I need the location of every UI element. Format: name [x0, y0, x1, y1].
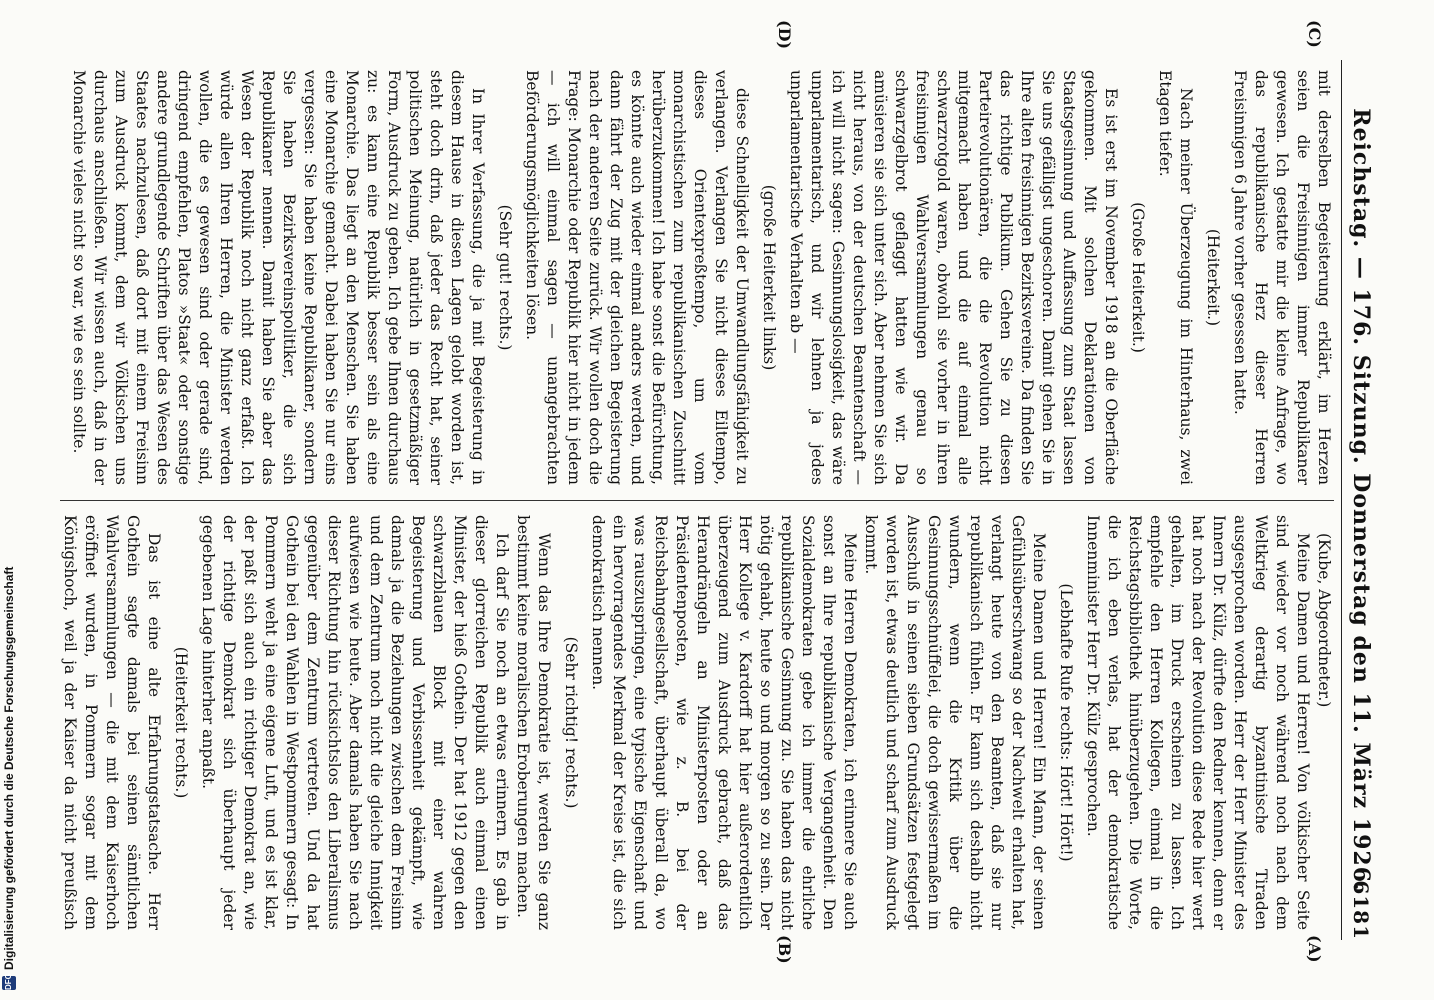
page-number: 6181 [1349, 880, 1373, 940]
interjection: (Sehr richtig! rechts.) [562, 636, 580, 809]
paragraph: mit derselben Begeisterung erklärt, im Herzen seien die Freisinnigen immer Republikaner gewesen. Ich gestatte mir die kleine Anfrage, wo das republikanische Herz dieser Herren Freisinnigen 6 Jahre vorher gesessen hatte. [1231, 70, 1333, 485]
header-rule [1341, 60, 1342, 940]
column-divider [60, 500, 1334, 501]
interjection: (große Heiterkeit links) [760, 184, 778, 371]
margin-letter-d: (D) [775, 20, 794, 50]
margin-letter-a: (A) [1305, 935, 1324, 963]
interjection: (Heiterkeit rechts.) [172, 646, 190, 799]
text-column-left [60, 515, 1334, 930]
interjection: (Lebhafte Rufe rechts: Hört! Hört!) [1057, 583, 1075, 862]
paragraph: Ich darf Sie noch an etwas erinnern. Es gab in dieser glorreichen Republik auch einmal einen Minister, der hieß Gothein. Der hat 1912 gegen den schwarzblauen Block mit einer wahren Begeisterung und Verbissenheit gekämpft, wie damals ja die Beziehungen zwischen dem Freisinn und dem Zentrum noch nicht die gleiche Innigkeit aufwiesen wie heute. Aber damals haben Sie nach dieser Richtung hin rücksichtslos den Liberalismus gegenüber dem Zentrum vertreten. Und da hat Gothein bei den Wahlen in Westpommern gesagt: In Pommern weht ja eine eigene Luft, und es ist klar, der paßt sich auch ein richtiger Demokrat an, wie der richtige Demokrat sich überhaupt jeder gegebenen Lage hinterher anpaßt. [199, 515, 511, 930]
side-footer [2, 0, 22, 1000]
paragraph: (Kube, Abgeordneter.) [1315, 533, 1333, 708]
text-column-right [60, 70, 1334, 485]
interjection: (Große Heiterkeit.) [1129, 202, 1147, 353]
interjection: (Sehr gut! rechts.) [496, 204, 514, 351]
paragraph: diese Schnelligkeit der Umwandlungsfähigkeit zu verlangen. Verlangen Sie nicht dieses Eiltempo, dieses Orientexpreßtempo, um vom monarchistischen zum republikanischen Zuschnitt herüberzukommen! Ich habe sonst die Befürchtung, es könnte auch wieder einmal anders werden, und dann fährt der Zug mit der gleichen Begeisterung nach der anderen Seite zurück. Wir wollen doch die Frage: Monarchie oder Republik hier nicht in jedem — ich will einmal sagen — unangebrachten Beförderungsmöglichkeiten lösen. [523, 70, 751, 485]
paragraph: Es ist erst im November 1918 an die Oberfläche gekommen. Mit solchen Deklarationen von Staatsgesinnung und Auffassung zum Staat lassen Sie uns gefälligst ungeschoren. Damit gehen Sie in Ihre alten freisinnigen Bezirksvereine. Da finden Sie das richtige Publikum. Gehen Sie zu diesen Parteirevolutionären, die die Revolution nicht mitgemacht haben und die auf einmal alle schwarzrotgold waren, obwohl sie vorher in ihren freisinnigen Wahlversammlungen genau so schwarzgelbrot geflaggt hatten wie wir. Da amüsieren sie sich unter sich. Aber nehmen Sie sich nicht heraus, von der deutschen Beamtenschaft — ich will nicht sagen: Gesinnungslosigkeit, das wäre unparlamentarisch, und wir lehnen ja jedes unparlamentarische Verhalten ab — [787, 70, 1120, 485]
margin-letter-c: (C) [1305, 20, 1324, 48]
interjection [60, 70, 62, 485]
paragraph: Meine Herren Demokraten, ich erinnere Sie auch sonst an Ihre republikanische Vergangenheit. Den Sozialdemokraten gebe ich immer die ehrliche republikanische Gesinnung zu. Sie haben das nicht nötig gehabt, heute so und morgen so zu sein. Der Herr Kollege v. Kardorff hat hier außerordentlich überzeugend zum Ausdruck gebracht, daß das Herandrängeln an Ministerposten oder an Präsidentenposten, wie z. B. bei der Reichsbahngesellschaft, überhaupt überall da, wo was rauszuspringen, eine typische Eigenschaft und ein hervorragendes Merkmal der Kreise ist, die sich demokratisch nennen. [589, 515, 859, 930]
header-title: Reichstag. — 176. Sitzung. Donnerstag den 11. März 1926. [1348, 108, 1374, 892]
paragraph: Meine Damen und Herren! Ein Mann, der seinen Gefühlsüberschwang so der Nachwelt erhalten hat, verlangt heute von den Beamten, daß sie nur republikanisch fühlen. Er kann sich deshalb nicht wundern, wenn die Kritik über die Gesinnungsschnüffelei, die doch gewissermaßen im Ausschuß in seinen sieben Grundsätzen festgelegt worden ist, etwas deutlich und scharf zum Ausdruck kommt. [862, 515, 1048, 930]
footer-text: Digitalisierung gefördert durch die Deutsche Forschungsgemeinschaft [2, 566, 16, 970]
interjection: (Heiterkeit.) [1204, 228, 1222, 327]
dfg-logo-badge: DFG [2, 976, 16, 990]
paragraph: Meine Damen und Herren! Von völkischer Seite sind wieder vor noch während noch nach dem Weltkrieg derartig byzantinische Tiraden ausgesprochen worden. Herr der Herr Minister des Innern Dr. Külz, dürfte den Redner kennen, denn er hat noch nach der Revolution diese Rede hier wert gehalten, im Druck erscheinen zu lassen. Ich empfehle den Herren Kollegen, einmal in die Reichstagsbibliothek hinüberzugehen. Die Worte, die ich eben verlas, hat der demokratische Innenminister Herr Dr. Külz gesprochen. [1084, 515, 1312, 930]
paragraph: Wenn das Ihre Demokratie ist, werden Sie ganz bestimmt keine moralischen Eroberungen machen. [514, 515, 553, 930]
margin-letter-b: (B) [775, 935, 794, 964]
page-header [1346, 60, 1376, 940]
paragraph: Das ist eine alte Erfahrungstatsache. Herr Gothein sagte damals bei seinen sämtlichen Wahlversammlungen — die mit dem Kaiserhoch eröffnet wurden, in Pommern sogar mit dem Königshoch, weil ja der Kaiser da nicht preußisch [61, 515, 163, 930]
paragraph: In Ihrer Verfassung, die ja mit Begeisterung in diesem Hause in diesen Lagen gelobt worden ist, steht doch drin, daß jeder das Recht hat, seiner politischen Meinung, natürlich in gesetzmäßiger Form, Ausdruck zu geben. Ich gebe Ihnen durchaus zu: es kann eine Republik besser sein als eine Monarchie. Das liegt an den Menschen. Sie haben eine Monarchie gemacht. Dabei haben Sie nur eins vergessen: Sie haben keine Republikaner, sondern Sie haben Bezirksvereinspolitiker, die sich Republikaner nennen. Damit haben Sie aber das Wesen der Republik noch nicht ganz erfaßt. Ich würde allen Ihren Herren, die Minister werden wollen, die es gewesen sind oder gerade sind, dringend empfehlen, Platos »Staat« oder sonstige andere grundlegende Schriften über das Wesen des Staates nachzulesen, daß dort mit einem Freisinn zum Ausdruck kommt, dem wir Völkischen uns durchaus anschließen. Wir wissen auch, daß in der Monarchie vieles nicht so war, wie es sein sollte. [70, 70, 487, 485]
paragraph: Nach meiner Überzeugung im Hinterhaus, zwei Etagen tiefer. [1156, 70, 1195, 485]
